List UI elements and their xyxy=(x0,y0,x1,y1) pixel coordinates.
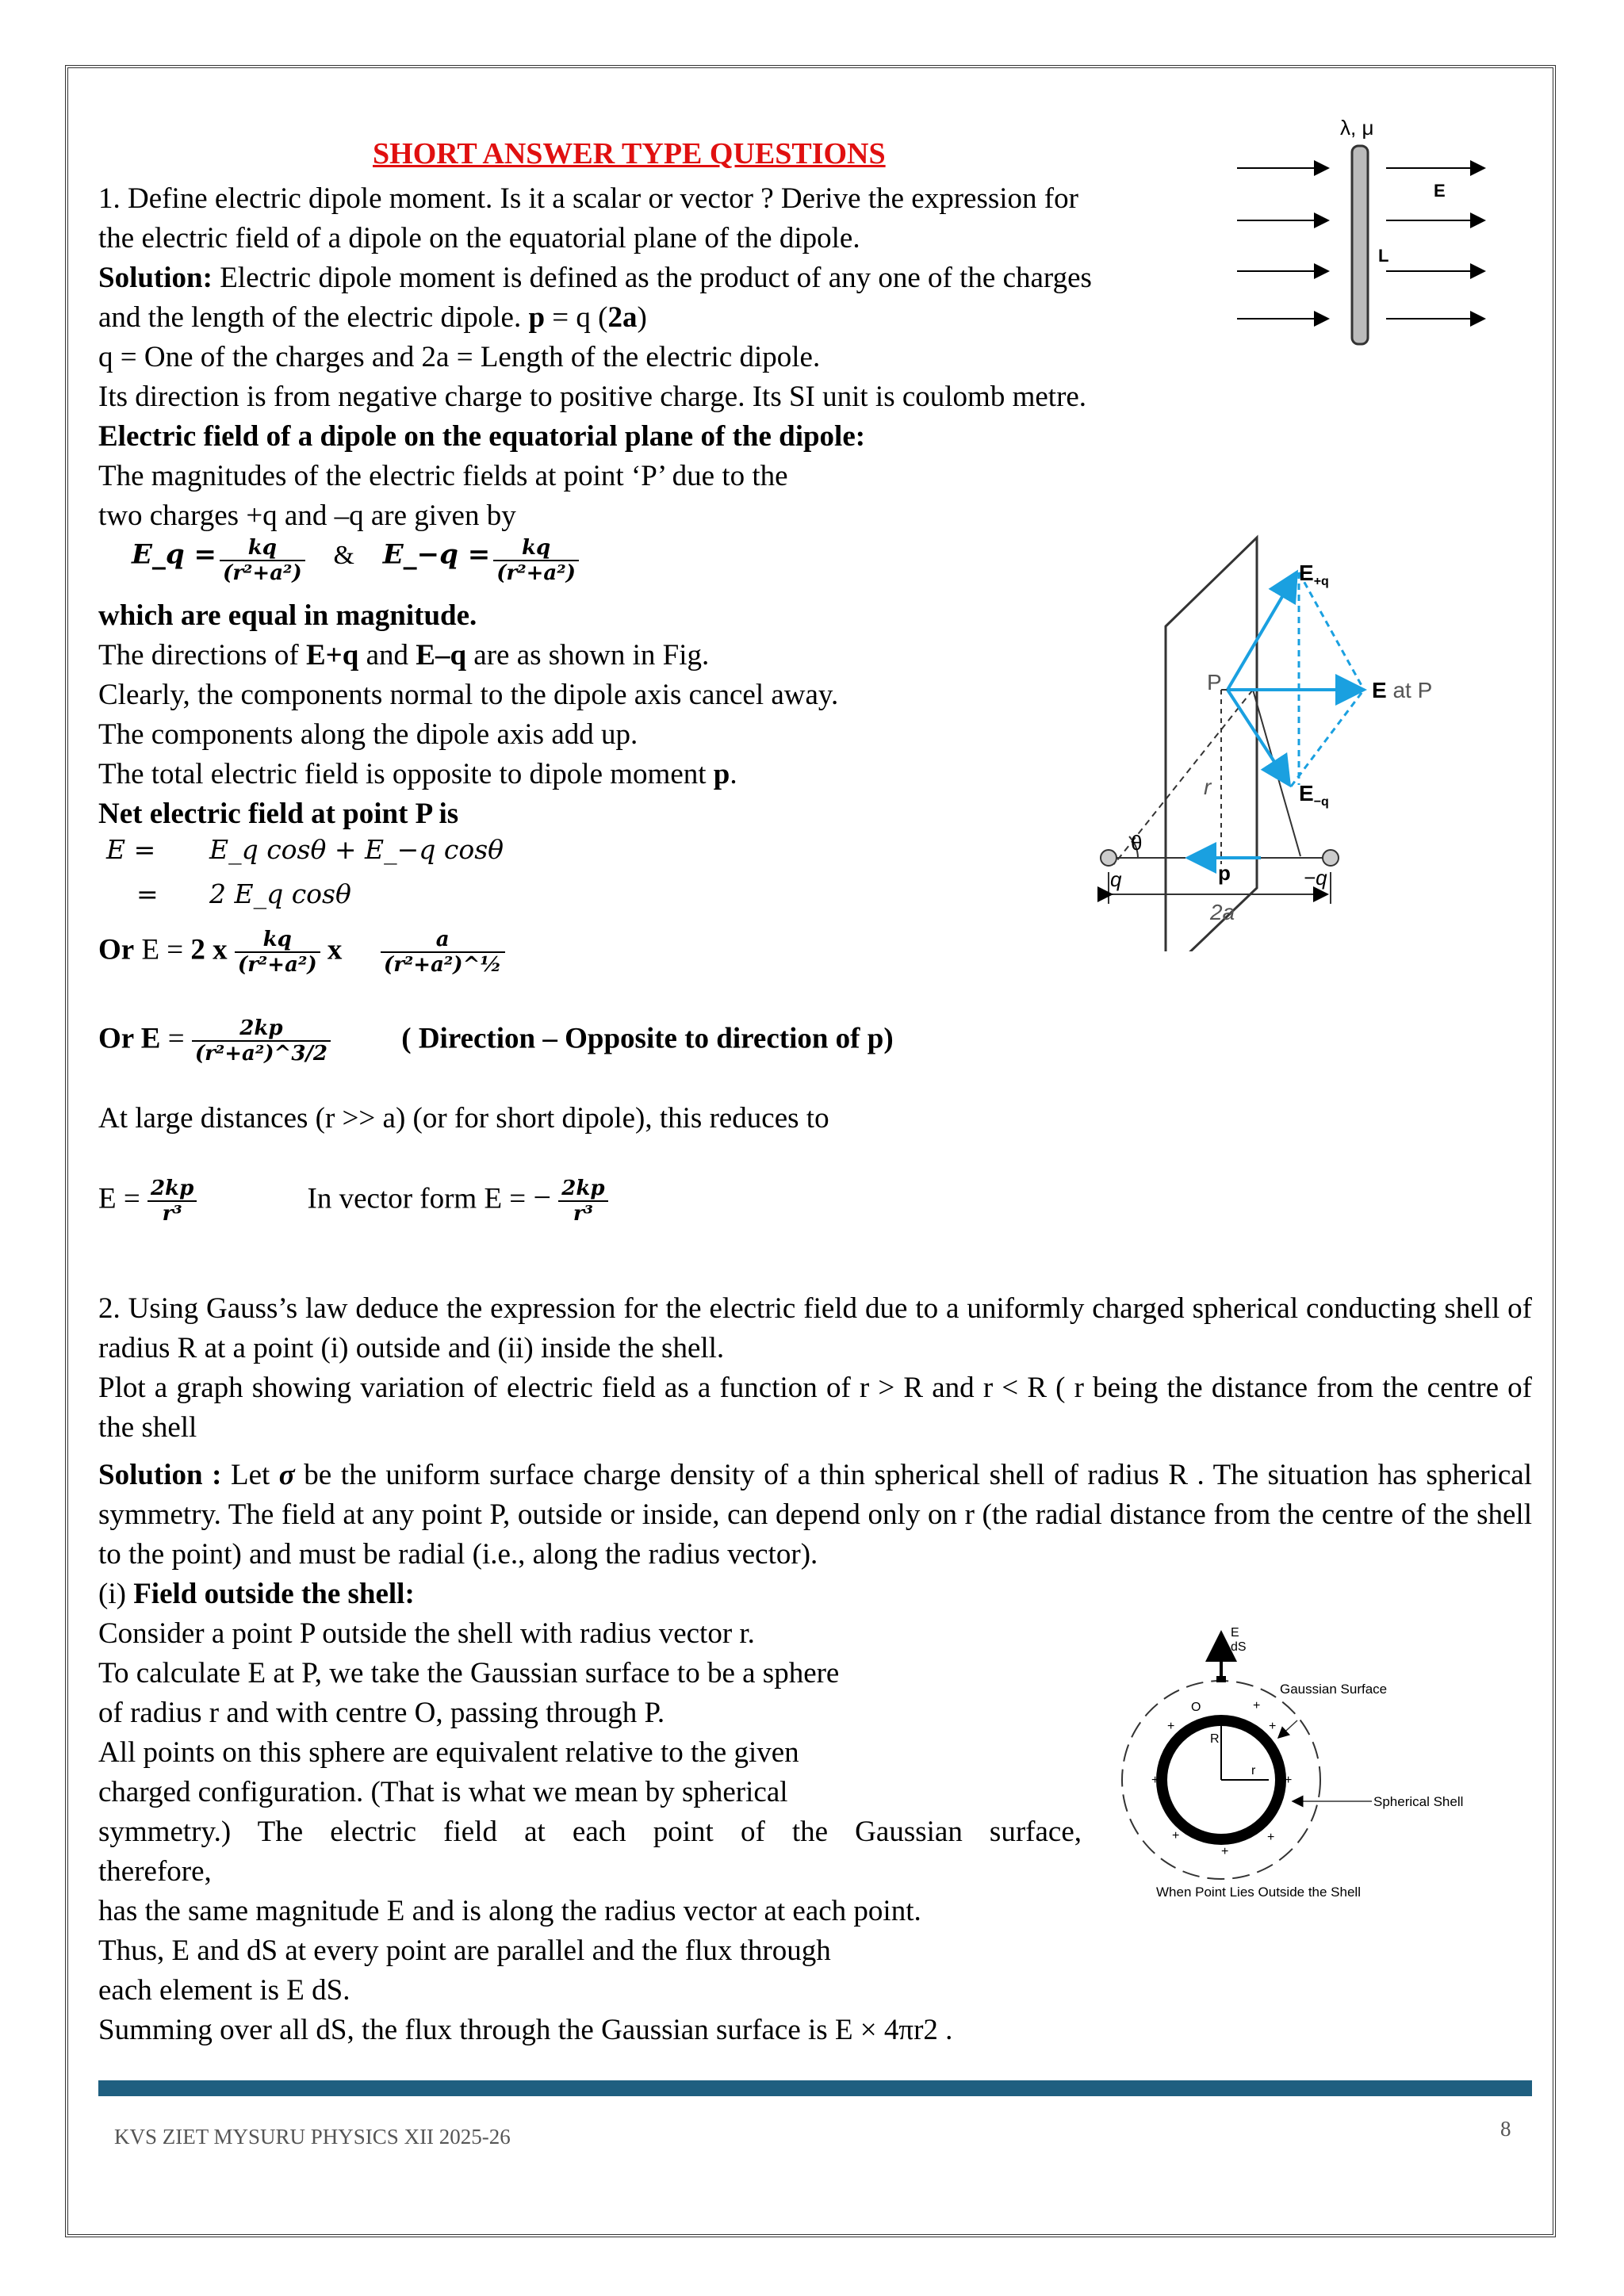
footer-text: KVS ZIET MYSURU PHYSICS XII 2025-26 xyxy=(114,2125,511,2149)
dir-d: E–q xyxy=(416,639,467,672)
dir-e: are as shown in Fig. xyxy=(466,639,710,672)
L-label: L xyxy=(1378,246,1389,266)
E-label: E xyxy=(1231,1626,1239,1640)
line14-c: . xyxy=(730,758,737,790)
q2-line-6: symmetry.) The electric field at each point of the Gaussian surface, xyxy=(98,1816,1082,1848)
or2-num: 2kp xyxy=(192,1016,331,1042)
theta-label: θ xyxy=(1131,831,1143,855)
q2-line-5: charged configuration. (That is what we mean by spherical xyxy=(98,1776,788,1808)
final-lhs: E = xyxy=(98,1182,147,1215)
q1-line-9: two charges +q and –q are given by xyxy=(98,499,516,532)
charge-minus xyxy=(1323,850,1339,866)
solution-text: Electric dipole moment is defined as the product of any one of the charges xyxy=(212,262,1092,294)
plus-6: + xyxy=(1267,1831,1275,1844)
net-field-eq-1 xyxy=(106,834,504,865)
final-den: r³ xyxy=(162,1202,182,1226)
or2-mid: = xyxy=(160,1022,192,1055)
q2-solution-text: be the uniform surface charge density of a thin spherical shell of radius R . The situation has spherical symmetry. The field at any point P, outside or inside, can depend only on r (the radial distance from the centre of the shell to the point) and must be radial (i.e., along the radius vector). xyxy=(98,1459,1532,1571)
P-label: P xyxy=(1207,670,1222,695)
E-plus-label: $E_{+q}$ xyxy=(1299,561,1329,588)
E-plus-arrow xyxy=(1228,572,1297,690)
plus-2: + xyxy=(1269,1720,1277,1733)
outside-i: (i) xyxy=(98,1578,134,1610)
large-distance-line: At large distances (r >> a) (or for short dipole), this reduces to xyxy=(98,1102,829,1135)
vector-minus: − xyxy=(533,1179,551,1215)
final-fraction xyxy=(147,1177,197,1226)
footer-bar xyxy=(98,2080,1532,2096)
final-field-equation xyxy=(98,1177,608,1226)
or1-label: Or xyxy=(98,933,135,966)
eq1-lhs: E = xyxy=(106,834,156,865)
net-field-heading: Net electric field at point P is xyxy=(98,798,459,830)
or-equation-1 xyxy=(98,928,505,977)
frac-num-2: kq xyxy=(493,536,579,561)
equatorial-plane xyxy=(1166,538,1257,951)
q2-line-3: of radius r and with centre O, passing through P. xyxy=(98,1697,665,1729)
plus-4: + xyxy=(1151,1774,1159,1787)
line4-text: and the length of the electric dipole. xyxy=(98,301,529,334)
or2-label: Or E xyxy=(98,1022,161,1055)
q-label: q xyxy=(1110,867,1122,891)
gaussian-surface-figure xyxy=(1110,1617,1491,1911)
q1-line-4 xyxy=(98,298,647,338)
E-at-P-label: E at P xyxy=(1372,678,1433,702)
q1-subheading: Electric field of a dipole on the equatorial plane of the dipole: xyxy=(98,420,866,453)
plus-7: + xyxy=(1221,1845,1229,1858)
frac-den-2: (r²+a²) xyxy=(496,561,576,585)
q2-line-4: All points on this sphere are equivalent relative to the given xyxy=(98,1736,799,1769)
dash-2 xyxy=(1291,690,1364,786)
eq1-rhs: E_q cosθ + E_−q cosθ xyxy=(209,834,504,865)
q1-directions-line xyxy=(98,636,709,675)
q1-solution-line xyxy=(98,258,1092,298)
q2-solution xyxy=(98,1456,1532,1575)
dipole-equatorial-figure xyxy=(1094,531,1475,951)
q2-line-2: To calculate E at P, we take the Gaussian surface to be a sphere xyxy=(98,1657,840,1689)
or1-fraction-2 xyxy=(381,928,505,977)
plus-1: + xyxy=(1167,1720,1175,1733)
dir-c: and xyxy=(358,639,416,672)
minus-q-label: −q xyxy=(1304,866,1327,890)
O-label: O xyxy=(1191,1701,1201,1714)
q2-let: Let xyxy=(221,1459,279,1491)
q1-line-2: the electric field of a dipole on the equatorial plane of the dipole. xyxy=(98,222,860,254)
q1-line-1: 1. Define electric dipole moment. Is it a scalar or vector ? Derive the expression for xyxy=(98,182,1078,215)
p-rest: = q ( xyxy=(545,301,608,334)
dir-a: The directions of xyxy=(98,639,306,672)
q2-line-7: therefore, xyxy=(98,1855,212,1888)
dir-b: E+q xyxy=(306,639,359,672)
outside-shell-heading xyxy=(98,1575,415,1614)
R-label: R xyxy=(1210,1732,1220,1746)
E-minus-arrow xyxy=(1228,690,1289,785)
line14-a: The total electric field is opposite to dipole moment xyxy=(98,758,714,790)
q1-line-8: The magnitudes of the electric fields at point ‘P’ due to the xyxy=(98,460,788,492)
section-heading: SHORT ANSWER TYPE QUESTIONS xyxy=(373,137,886,170)
fraction-2 xyxy=(493,536,579,585)
or1-num: kq xyxy=(235,928,320,953)
eq-and: & xyxy=(333,540,354,570)
dash-1 xyxy=(1299,572,1364,690)
q2-line-9: Thus, E and dS at every point are parallel and the flux through xyxy=(98,1934,831,1967)
frac-den-1: (r²+a²) xyxy=(223,561,302,585)
q2-line-1: Consider a point P outside the shell with radius vector r. xyxy=(98,1617,755,1650)
p-close: ) xyxy=(637,301,647,334)
q2-plot-question: Plot a graph showing variation of electric field as a function of r > R and r < R ( r being the distance from the centre of the shell xyxy=(98,1372,1532,1444)
q2-line-11: Summing over all dS, the flux through the Gaussian surface is E × 4πr2 . xyxy=(98,2014,953,2046)
q1-line-14 xyxy=(98,755,737,794)
charge-plus xyxy=(1101,850,1116,866)
final-num: 2kp xyxy=(147,1177,197,1202)
fraction-1 xyxy=(220,536,305,585)
2a-label: 2a xyxy=(1210,900,1235,924)
r-label: r xyxy=(1204,775,1212,799)
eq2-lhs: = xyxy=(136,878,159,909)
or2-direction: ( Direction – Opposite to direction of p) xyxy=(401,1022,894,1055)
r-label: r xyxy=(1251,1764,1256,1777)
or1-mid: E = xyxy=(134,933,191,966)
vec-num: 2kp xyxy=(558,1177,607,1202)
p-label: p xyxy=(1218,861,1231,885)
or1b-num: a xyxy=(381,928,505,953)
or1-den: (r²+a²) xyxy=(237,953,317,977)
or1b-den: (r²+a²)^½ xyxy=(383,953,502,977)
spherical-shell-label: Spherical Shell xyxy=(1373,1794,1464,1809)
or1-b: 2 x xyxy=(190,933,228,966)
lambda-mu-label: λ, μ xyxy=(1340,116,1374,140)
or-equation-2 xyxy=(98,1016,894,1066)
point-P xyxy=(1216,1676,1226,1682)
solution-label: Solution: xyxy=(98,262,213,294)
q2-line-8: has the same magnitude E and is along the radius vector at each point. xyxy=(98,1895,921,1927)
net-field-eq-2 xyxy=(136,878,351,909)
q1-line-13: The components along the dipole axis add up. xyxy=(98,718,638,751)
vector-label: In vector form E = xyxy=(307,1182,534,1215)
line14-b: p xyxy=(713,758,730,790)
figure-caption: When Point Lies Outside the Shell xyxy=(1156,1885,1361,1900)
q2-line-10: each element is E dS. xyxy=(98,1974,350,2007)
field-magnitude-equation xyxy=(132,536,579,585)
dipole-line-right xyxy=(1253,690,1300,856)
vector-fraction xyxy=(558,1177,607,1226)
plus-3: + xyxy=(1285,1774,1293,1787)
charged-rod xyxy=(1352,146,1368,344)
dS-label: dS xyxy=(1231,1640,1247,1654)
plus-8: + xyxy=(1253,1699,1261,1712)
q2-solution-label: Solution : xyxy=(98,1459,222,1491)
E-minus-label: $E_{-q}$ xyxy=(1299,781,1329,809)
outside-head: Field outside the shell: xyxy=(133,1578,415,1610)
sigma-symbol: σ xyxy=(278,1459,295,1491)
or1-x: x xyxy=(327,933,343,966)
eq-lhs-2: E_−q = xyxy=(382,538,491,571)
vec-den: r³ xyxy=(573,1202,593,1226)
page-number: 8 xyxy=(1500,2117,1511,2141)
or2-fraction xyxy=(192,1016,331,1066)
or1-fraction xyxy=(235,928,320,977)
q1-line-12: Clearly, the components normal to the dipole axis cancel away. xyxy=(98,679,839,711)
q1-line-5: q = One of the charges and 2a = Length of the electric dipole. xyxy=(98,341,821,373)
q1-line-6: Its direction is from negative charge to positive charge. Its SI unit is coulomb metre. xyxy=(98,381,1087,413)
p-2a: 2a xyxy=(607,301,638,334)
eq2-rhs: 2 E_q cosθ xyxy=(209,878,351,909)
p-symbol: p xyxy=(528,301,546,334)
equal-magnitude-line: which are equal in magnitude. xyxy=(98,599,477,632)
gaussian-surface-label: Gaussian Surface xyxy=(1280,1682,1388,1697)
q2-question: 2. Using Gauss’s law deduce the expression for the electric field due to a uniformly charged spherical conducting shell of radius R at a point (i) outside and (ii) inside the shell. xyxy=(98,1292,1532,1364)
rod-field-figure xyxy=(1229,111,1491,357)
eq-lhs-1: E_q = xyxy=(132,538,217,571)
plus-5: + xyxy=(1172,1829,1180,1843)
E-label: E xyxy=(1434,181,1446,201)
or2-den: (r²+a²)^3/2 xyxy=(194,1042,328,1066)
frac-num-1: kq xyxy=(220,536,305,561)
